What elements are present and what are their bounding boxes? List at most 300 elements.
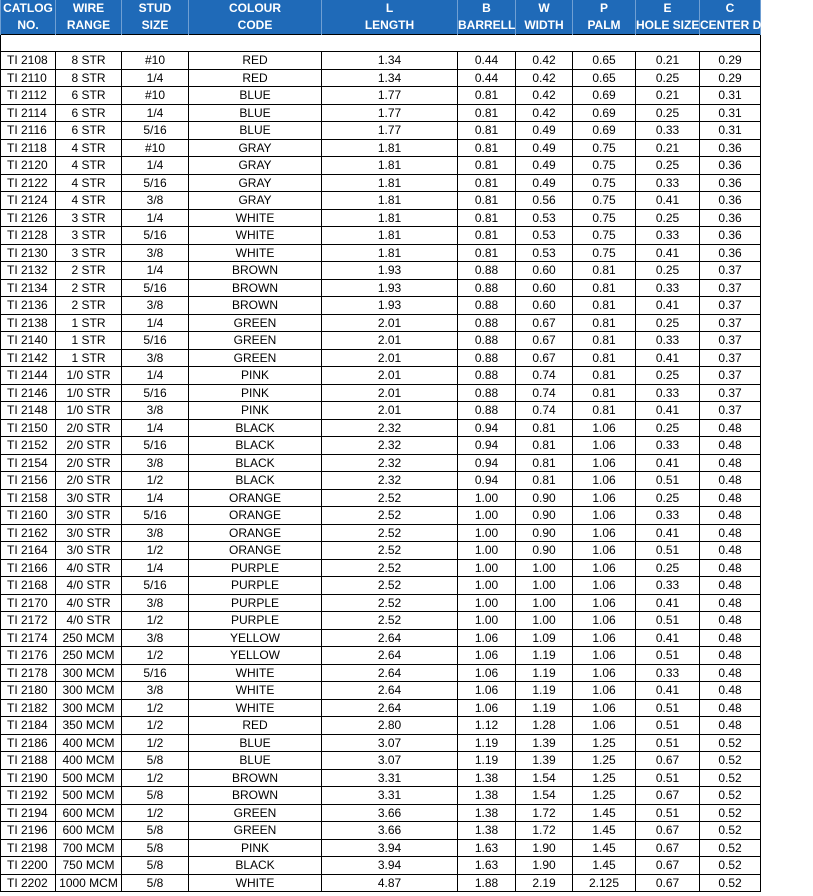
- table-row: [1, 612, 761, 630]
- cell-stud-size: 1/2: [122, 542, 189, 560]
- table-row: [1, 262, 761, 280]
- cell-barrell: 0.88: [458, 367, 516, 385]
- cell-colour-code: BLUE: [189, 87, 322, 105]
- cell-length: 1.81: [322, 244, 458, 262]
- cell-length: 2.64: [322, 664, 458, 682]
- cell-hole-size: 0.51: [636, 612, 700, 630]
- cell-stud-size: #10: [122, 139, 189, 157]
- cell-length: 1.77: [322, 104, 458, 122]
- cell-hole-size: 0.33: [636, 122, 700, 140]
- cell-hole-size: 0.51: [636, 717, 700, 735]
- cell-colour-code: YELLOW: [189, 647, 322, 665]
- cell-center-distance: 0.37: [700, 402, 761, 420]
- cell-colour-code: GRAY: [189, 174, 322, 192]
- cell-center-distance: 0.52: [700, 822, 761, 840]
- cell-length: 1.81: [322, 174, 458, 192]
- cell-center-distance: 0.37: [700, 314, 761, 332]
- cell-barrell: 0.88: [458, 297, 516, 315]
- cell-catalog-no: TI 2192: [1, 787, 56, 805]
- table-row: [1, 69, 761, 87]
- cell-width: 0.90: [516, 489, 573, 507]
- cell-hole-size: 0.25: [636, 262, 700, 280]
- cell-barrell: 1.00: [458, 542, 516, 560]
- cell-stud-size: 5/16: [122, 507, 189, 525]
- cell-center-distance: 0.29: [700, 52, 761, 70]
- cell-catalog-no: TI 2166: [1, 559, 56, 577]
- spacer-cell: [1, 35, 761, 52]
- cell-length: 2.52: [322, 542, 458, 560]
- cell-wire-range: 500 MCM: [56, 787, 122, 805]
- cell-hole-size: 0.25: [636, 314, 700, 332]
- table-row: [1, 822, 761, 840]
- cell-wire-range: 3 STR: [56, 209, 122, 227]
- cell-barrell: 0.94: [458, 419, 516, 437]
- cell-hole-size: 0.67: [636, 822, 700, 840]
- cell-palm: 1.45: [573, 822, 636, 840]
- table-row: [1, 559, 761, 577]
- cell-stud-size: 5/16: [122, 384, 189, 402]
- cell-length: 1.81: [322, 227, 458, 245]
- cell-colour-code: PURPLE: [189, 559, 322, 577]
- cell-width: 0.49: [516, 122, 573, 140]
- cell-wire-range: 2 STR: [56, 262, 122, 280]
- cell-barrell: 0.81: [458, 209, 516, 227]
- cell-palm: 1.06: [573, 437, 636, 455]
- cell-hole-size: 0.33: [636, 174, 700, 192]
- cell-center-distance: 0.31: [700, 104, 761, 122]
- cell-center-distance: 0.48: [700, 437, 761, 455]
- cell-palm: 1.06: [573, 577, 636, 595]
- cell-colour-code: GRAY: [189, 157, 322, 175]
- cell-colour-code: RED: [189, 717, 322, 735]
- cell-wire-range: 750 MCM: [56, 857, 122, 875]
- cell-colour-code: ORANGE: [189, 542, 322, 560]
- cell-wire-range: 2 STR: [56, 297, 122, 315]
- cell-width: 1.90: [516, 857, 573, 875]
- cell-center-distance: 0.48: [700, 664, 761, 682]
- cell-length: 1.81: [322, 192, 458, 210]
- cell-hole-size: 0.67: [636, 787, 700, 805]
- cell-palm: 1.25: [573, 752, 636, 770]
- cell-wire-range: 3/0 STR: [56, 524, 122, 542]
- cell-stud-size: 1/4: [122, 419, 189, 437]
- cell-palm: 0.81: [573, 349, 636, 367]
- header-row-titles: [1, 0, 761, 17]
- cell-barrell: 1.19: [458, 752, 516, 770]
- cell-stud-size: 5/16: [122, 279, 189, 297]
- cell-hole-size: 0.33: [636, 227, 700, 245]
- header-l: L: [322, 0, 458, 17]
- cell-catalog-no: TI 2120: [1, 157, 56, 175]
- cell-center-distance: 0.37: [700, 367, 761, 385]
- cell-palm: 0.75: [573, 139, 636, 157]
- cell-width: 1.19: [516, 682, 573, 700]
- cell-hole-size: 0.33: [636, 437, 700, 455]
- cell-palm: 0.81: [573, 262, 636, 280]
- cell-length: 3.94: [322, 839, 458, 857]
- cell-colour-code: YELLOW: [189, 629, 322, 647]
- cell-wire-range: 300 MCM: [56, 682, 122, 700]
- cell-stud-size: 1/4: [122, 489, 189, 507]
- cell-wire-range: 1/0 STR: [56, 384, 122, 402]
- cell-palm: 1.06: [573, 717, 636, 735]
- spacer-body: [1, 35, 761, 52]
- cell-wire-range: 4/0 STR: [56, 559, 122, 577]
- cell-stud-size: 1/2: [122, 734, 189, 752]
- cell-hole-size: 0.25: [636, 367, 700, 385]
- cell-hole-size: 0.21: [636, 139, 700, 157]
- cell-length: 2.01: [322, 367, 458, 385]
- cell-palm: 2.125: [573, 874, 636, 892]
- cell-catalog-no: TI 2116: [1, 122, 56, 140]
- cell-hole-size: 0.25: [636, 104, 700, 122]
- cell-barrell: 1.12: [458, 717, 516, 735]
- cell-colour-code: BROWN: [189, 262, 322, 280]
- cell-hole-size: 0.33: [636, 279, 700, 297]
- cell-palm: 1.06: [573, 594, 636, 612]
- cell-barrell: 0.88: [458, 262, 516, 280]
- cell-stud-size: 5/8: [122, 839, 189, 857]
- cell-hole-size: 0.25: [636, 489, 700, 507]
- cell-wire-range: 3/0 STR: [56, 542, 122, 560]
- cell-width: 1.19: [516, 664, 573, 682]
- cell-palm: 1.06: [573, 419, 636, 437]
- cell-hole-size: 0.51: [636, 769, 700, 787]
- cell-center-distance: 0.31: [700, 87, 761, 105]
- table-row: [1, 314, 761, 332]
- cell-catalog-no: TI 2134: [1, 279, 56, 297]
- cell-width: 0.74: [516, 367, 573, 385]
- cell-width: 1.00: [516, 612, 573, 630]
- cell-wire-range: 2/0 STR: [56, 437, 122, 455]
- cell-hole-size: 0.41: [636, 454, 700, 472]
- cell-palm: 0.81: [573, 367, 636, 385]
- cell-stud-size: 5/16: [122, 664, 189, 682]
- table-row: [1, 489, 761, 507]
- cell-width: 1.72: [516, 804, 573, 822]
- cell-palm: 0.69: [573, 122, 636, 140]
- cell-length: 1.93: [322, 297, 458, 315]
- cell-palm: 0.75: [573, 174, 636, 192]
- cell-catalog-no: TI 2202: [1, 874, 56, 892]
- cell-center-distance: 0.52: [700, 787, 761, 805]
- cell-center-distance: 0.52: [700, 804, 761, 822]
- cell-wire-range: 3/0 STR: [56, 489, 122, 507]
- cell-wire-range: 3 STR: [56, 227, 122, 245]
- cell-catalog-no: TI 2186: [1, 734, 56, 752]
- cell-wire-range: 4 STR: [56, 157, 122, 175]
- cell-barrell: 0.81: [458, 192, 516, 210]
- table-row: [1, 664, 761, 682]
- cell-center-distance: 0.52: [700, 734, 761, 752]
- cell-width: 0.90: [516, 524, 573, 542]
- cell-colour-code: ORANGE: [189, 489, 322, 507]
- cell-center-distance: 0.29: [700, 69, 761, 87]
- cell-hole-size: 0.41: [636, 244, 700, 262]
- cell-barrell: 1.00: [458, 612, 516, 630]
- cell-colour-code: PURPLE: [189, 577, 322, 595]
- cell-catalog-no: TI 2172: [1, 612, 56, 630]
- cell-center-distance: 0.48: [700, 472, 761, 490]
- cell-colour-code: GREEN: [189, 804, 322, 822]
- header-no: NO.: [1, 17, 56, 35]
- cell-barrell: 1.38: [458, 804, 516, 822]
- cell-wire-range: 250 MCM: [56, 647, 122, 665]
- cell-wire-range: 1/0 STR: [56, 367, 122, 385]
- cell-hole-size: 0.33: [636, 384, 700, 402]
- cell-colour-code: WHITE: [189, 874, 322, 892]
- cell-length: 1.34: [322, 69, 458, 87]
- cell-barrell: 1.06: [458, 664, 516, 682]
- cell-catalog-no: TI 2126: [1, 209, 56, 227]
- cell-length: 3.31: [322, 769, 458, 787]
- cell-width: 0.67: [516, 332, 573, 350]
- cell-width: 0.81: [516, 437, 573, 455]
- header-size: SIZE: [122, 17, 189, 35]
- cell-catalog-no: TI 2170: [1, 594, 56, 612]
- cell-barrell: 1.63: [458, 857, 516, 875]
- cell-hole-size: 0.25: [636, 157, 700, 175]
- table-row: [1, 367, 761, 385]
- cell-center-distance: 0.37: [700, 297, 761, 315]
- cell-catalog-no: TI 2196: [1, 822, 56, 840]
- cell-width: 0.42: [516, 87, 573, 105]
- cell-catalog-no: TI 2144: [1, 367, 56, 385]
- cell-length: 1.81: [322, 209, 458, 227]
- cell-width: 1.00: [516, 577, 573, 595]
- cell-width: 1.28: [516, 717, 573, 735]
- cell-colour-code: BROWN: [189, 787, 322, 805]
- cell-length: 2.32: [322, 419, 458, 437]
- cell-center-distance: 0.52: [700, 769, 761, 787]
- cell-wire-range: 4 STR: [56, 139, 122, 157]
- cell-length: 2.52: [322, 559, 458, 577]
- cell-colour-code: BROWN: [189, 279, 322, 297]
- table-row: [1, 839, 761, 857]
- table-row: [1, 139, 761, 157]
- cell-wire-range: 700 MCM: [56, 839, 122, 857]
- cell-palm: 0.81: [573, 402, 636, 420]
- cell-barrell: 1.38: [458, 769, 516, 787]
- cell-length: 2.01: [322, 314, 458, 332]
- cell-wire-range: 3 STR: [56, 244, 122, 262]
- cell-barrell: 1.00: [458, 507, 516, 525]
- cell-catalog-no: TI 2136: [1, 297, 56, 315]
- cell-stud-size: 5/8: [122, 822, 189, 840]
- cell-length: 3.94: [322, 857, 458, 875]
- cell-wire-range: 400 MCM: [56, 752, 122, 770]
- cell-colour-code: BLUE: [189, 104, 322, 122]
- cell-width: 0.60: [516, 279, 573, 297]
- cell-colour-code: ORANGE: [189, 507, 322, 525]
- cell-stud-size: 3/8: [122, 682, 189, 700]
- cell-colour-code: BLUE: [189, 734, 322, 752]
- cell-length: 1.34: [322, 52, 458, 70]
- cell-barrell: 1.00: [458, 489, 516, 507]
- cell-wire-range: 600 MCM: [56, 822, 122, 840]
- cell-hole-size: 0.41: [636, 524, 700, 542]
- cell-width: 0.56: [516, 192, 573, 210]
- cell-colour-code: WHITE: [189, 209, 322, 227]
- cell-palm: 0.81: [573, 297, 636, 315]
- cell-hole-size: 0.67: [636, 874, 700, 892]
- cell-stud-size: 1/4: [122, 69, 189, 87]
- cell-width: 0.53: [516, 209, 573, 227]
- cell-hole-size: 0.41: [636, 594, 700, 612]
- cell-wire-range: 1 STR: [56, 332, 122, 350]
- table-row: [1, 699, 761, 717]
- cell-barrell: 0.88: [458, 279, 516, 297]
- cell-length: 2.52: [322, 507, 458, 525]
- header-code: CODE: [189, 17, 322, 35]
- table-row: [1, 454, 761, 472]
- cell-width: 0.49: [516, 139, 573, 157]
- header-length: LENGTH: [322, 17, 458, 35]
- cell-stud-size: 1/2: [122, 612, 189, 630]
- cell-colour-code: BLUE: [189, 122, 322, 140]
- cell-catalog-no: TI 2154: [1, 454, 56, 472]
- cell-length: 2.01: [322, 332, 458, 350]
- cell-colour-code: WHITE: [189, 244, 322, 262]
- cell-colour-code: GRAY: [189, 192, 322, 210]
- cell-barrell: 0.81: [458, 157, 516, 175]
- cell-wire-range: 250 MCM: [56, 629, 122, 647]
- cell-length: 2.32: [322, 472, 458, 490]
- header-barrell: BARRELL: [458, 17, 516, 35]
- cell-center-distance: 0.36: [700, 157, 761, 175]
- cell-width: 0.74: [516, 402, 573, 420]
- cell-wire-range: 3/0 STR: [56, 507, 122, 525]
- cell-barrell: 1.06: [458, 647, 516, 665]
- cell-stud-size: 5/16: [122, 122, 189, 140]
- cell-width: 2.19: [516, 874, 573, 892]
- table-row: [1, 244, 761, 262]
- cell-barrell: 0.88: [458, 314, 516, 332]
- header-range: RANGE: [56, 17, 122, 35]
- cell-catalog-no: TI 2146: [1, 384, 56, 402]
- cell-center-distance: 0.37: [700, 349, 761, 367]
- cell-stud-size: 3/8: [122, 629, 189, 647]
- table-row: [1, 402, 761, 420]
- cell-hole-size: 0.51: [636, 647, 700, 665]
- cell-wire-range: 500 MCM: [56, 769, 122, 787]
- cell-stud-size: 1/4: [122, 314, 189, 332]
- cell-palm: 1.45: [573, 839, 636, 857]
- cell-width: 1.72: [516, 822, 573, 840]
- cell-length: 2.01: [322, 402, 458, 420]
- cell-colour-code: GREEN: [189, 349, 322, 367]
- cell-stud-size: 1/4: [122, 209, 189, 227]
- cell-length: 1.81: [322, 157, 458, 175]
- cell-wire-range: 1000 MCM: [56, 874, 122, 892]
- cell-center-distance: 0.36: [700, 227, 761, 245]
- cell-length: 2.64: [322, 682, 458, 700]
- cell-length: 2.52: [322, 612, 458, 630]
- cell-barrell: 0.81: [458, 244, 516, 262]
- cell-catalog-no: TI 2176: [1, 647, 56, 665]
- cell-wire-range: 1 STR: [56, 349, 122, 367]
- cell-stud-size: 1/4: [122, 559, 189, 577]
- cell-palm: 1.06: [573, 489, 636, 507]
- cell-wire-range: 6 STR: [56, 87, 122, 105]
- cell-length: 4.87: [322, 874, 458, 892]
- cell-stud-size: 5/8: [122, 874, 189, 892]
- cell-center-distance: 0.48: [700, 419, 761, 437]
- cell-width: 1.39: [516, 734, 573, 752]
- cell-catalog-no: TI 2190: [1, 769, 56, 787]
- table-row: [1, 717, 761, 735]
- cell-center-distance: 0.52: [700, 839, 761, 857]
- cell-hole-size: 0.25: [636, 559, 700, 577]
- cell-width: 0.67: [516, 349, 573, 367]
- cell-catalog-no: TI 2124: [1, 192, 56, 210]
- cell-colour-code: BLACK: [189, 437, 322, 455]
- cell-wire-range: 6 STR: [56, 122, 122, 140]
- cell-stud-size: 5/8: [122, 857, 189, 875]
- cell-palm: 1.06: [573, 454, 636, 472]
- cell-hole-size: 0.25: [636, 209, 700, 227]
- cell-width: 0.60: [516, 262, 573, 280]
- cell-stud-size: 3/8: [122, 349, 189, 367]
- cell-barrell: 0.81: [458, 227, 516, 245]
- table-row: [1, 419, 761, 437]
- cell-hole-size: 0.41: [636, 629, 700, 647]
- cell-stud-size: 5/8: [122, 752, 189, 770]
- cell-stud-size: 1/2: [122, 804, 189, 822]
- cell-center-distance: 0.37: [700, 384, 761, 402]
- cell-length: 2.80: [322, 717, 458, 735]
- header-hole-size: HOLE SIZE: [636, 17, 700, 35]
- cell-hole-size: 0.33: [636, 664, 700, 682]
- table-row: [1, 472, 761, 490]
- cell-length: 1.93: [322, 262, 458, 280]
- cell-width: 0.74: [516, 384, 573, 402]
- cell-wire-range: 300 MCM: [56, 699, 122, 717]
- header-row-subtitles: [1, 17, 761, 35]
- header-e: E: [636, 0, 700, 17]
- cell-barrell: 0.81: [458, 174, 516, 192]
- cell-width: 0.60: [516, 297, 573, 315]
- table-row: [1, 349, 761, 367]
- cell-width: 1.54: [516, 769, 573, 787]
- table-row: [1, 874, 761, 892]
- cell-colour-code: GREEN: [189, 822, 322, 840]
- cell-center-distance: 0.37: [700, 262, 761, 280]
- cell-center-distance: 0.36: [700, 174, 761, 192]
- cell-length: 3.31: [322, 787, 458, 805]
- cell-wire-range: 8 STR: [56, 69, 122, 87]
- cell-wire-range: 4 STR: [56, 192, 122, 210]
- cell-width: 0.53: [516, 244, 573, 262]
- cell-catalog-no: TI 2130: [1, 244, 56, 262]
- table-row: [1, 682, 761, 700]
- header-stud: STUD: [122, 0, 189, 17]
- header-p: P: [573, 0, 636, 17]
- cell-barrell: 1.06: [458, 629, 516, 647]
- cell-catalog-no: TI 2122: [1, 174, 56, 192]
- cell-width: 1.19: [516, 647, 573, 665]
- cell-center-distance: 0.52: [700, 857, 761, 875]
- cell-palm: 0.75: [573, 209, 636, 227]
- cell-wire-range: 1/0 STR: [56, 402, 122, 420]
- cell-palm: 0.75: [573, 192, 636, 210]
- cell-colour-code: ORANGE: [189, 524, 322, 542]
- cell-wire-range: 600 MCM: [56, 804, 122, 822]
- cell-center-distance: 0.48: [700, 559, 761, 577]
- cell-length: 2.01: [322, 349, 458, 367]
- cell-palm: 0.65: [573, 69, 636, 87]
- cell-palm: 1.06: [573, 682, 636, 700]
